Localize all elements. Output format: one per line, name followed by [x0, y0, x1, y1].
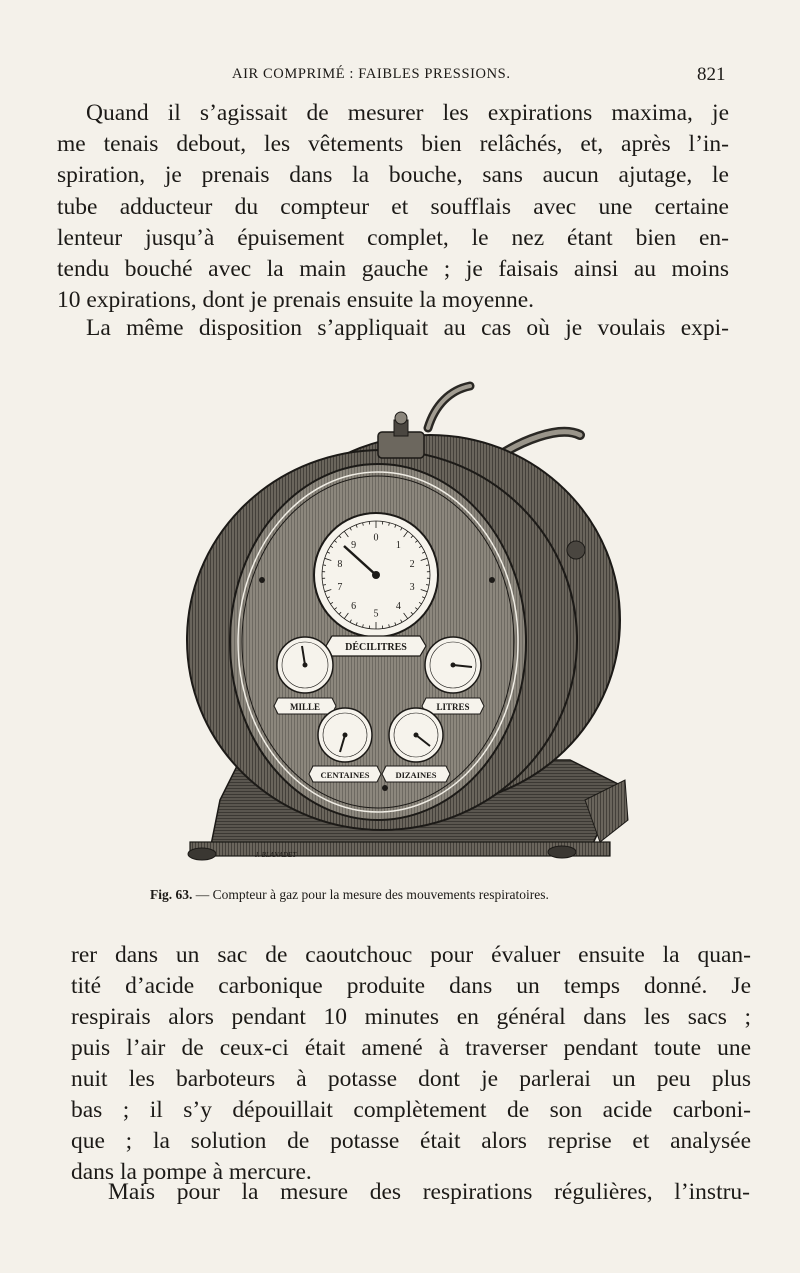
text-line: me tenais debout, les vêtements bien relâchés, et, après l’in-	[57, 131, 729, 158]
figure-caption-text: — Compteur à gaz pour la mesure des mouvements respiratoires.	[192, 887, 549, 902]
text-line: 10 expirations, dont je prenais ensuite la moyenne.	[57, 287, 535, 314]
text-line: nuit les barboteurs à potasse dont je parlerai un peu plus	[71, 1066, 751, 1092]
dial-dizaines-label: DIZAINES	[395, 770, 437, 780]
text-line: rer dans un sac de caoutchouc pour évaluer ensuite la quan-	[71, 942, 751, 968]
paragraph-3	[71, 940, 751, 1188]
text-line: puis l’air de ceux-ci était amené à traverser pendant toute une	[71, 1035, 751, 1061]
main-dial-tick	[323, 565, 326, 566]
main-dial-number: 2	[409, 558, 415, 570]
figure-number: Fig. 63.	[150, 887, 193, 902]
text-line: Quand il s’agissait de mesurer les expirations maxima, je	[86, 100, 729, 126]
paragraph-1	[57, 98, 729, 316]
main-dial-tick	[426, 565, 429, 566]
main-dial-number: 0	[373, 532, 379, 544]
dial-mille	[274, 637, 336, 714]
paragraph-4	[108, 1177, 750, 1208]
text-line: lenteur jusqu’à épuisement complet, le nez étant bien en-	[57, 224, 729, 251]
running-head	[0, 64, 800, 88]
main-dial	[314, 513, 438, 637]
text-line: tube adducteur du compteur et soufflais avec une certaine	[57, 193, 729, 220]
running-title: AIR COMPRIMÉ : FAIBLES PRESSIONS.	[232, 66, 511, 82]
main-dial-number: 9	[351, 539, 357, 551]
main-dial-number: 6	[351, 601, 357, 613]
engraver-signature: J. BLANADET	[255, 851, 297, 859]
inlet-tube	[428, 386, 470, 428]
dial-mille-label: MILLE	[289, 702, 321, 712]
gas-meter-illustration	[150, 380, 670, 880]
text-line: que ; la solution de potasse était alors reprise et analysée	[71, 1128, 751, 1154]
main-dial-label-text: DÉCILITRES	[345, 642, 407, 653]
dial-centaines-label: CENTAINES	[320, 770, 370, 780]
text-line: spiration, je prenais dans la bouche, sans aucun ajutage, le	[57, 162, 729, 189]
figure-caption	[150, 887, 670, 903]
text-line: Mais pour la mesure des respirations régulières, l’instru-	[108, 1179, 750, 1205]
main-dial-tick	[323, 585, 326, 586]
text-line: dans la pompe à mercure.	[71, 1159, 312, 1185]
main-dial-number: 8	[337, 558, 343, 570]
main-dial-number: 4	[395, 601, 401, 613]
main-dial-number: 5	[373, 608, 379, 620]
text-line: bas ; il s’y dépouillait complètement de son acide carboni-	[71, 1097, 751, 1123]
main-dial-tick	[426, 585, 429, 586]
dial-litres	[422, 637, 484, 714]
main-dial-number: 3	[409, 582, 415, 594]
text-line: tité d’acide carbonique produite dans un temps donné. Je	[71, 973, 751, 999]
main-dial-label	[326, 636, 426, 656]
main-dial-number: 7	[337, 582, 343, 594]
text-line: La même disposition s’appliquait au cas où je voulais expi-	[86, 315, 729, 341]
dial-litres-label: LITRES	[436, 702, 470, 712]
paragraph-2	[86, 313, 729, 344]
text-line: respirais alors pendant 10 minutes en général dans les sacs ;	[71, 1004, 751, 1030]
main-dial-number: 1	[395, 539, 401, 551]
text-line: tendu bouché avec la main gauche ; je faisais ainsi au moins	[57, 256, 729, 283]
page-number: 821	[697, 64, 726, 85]
